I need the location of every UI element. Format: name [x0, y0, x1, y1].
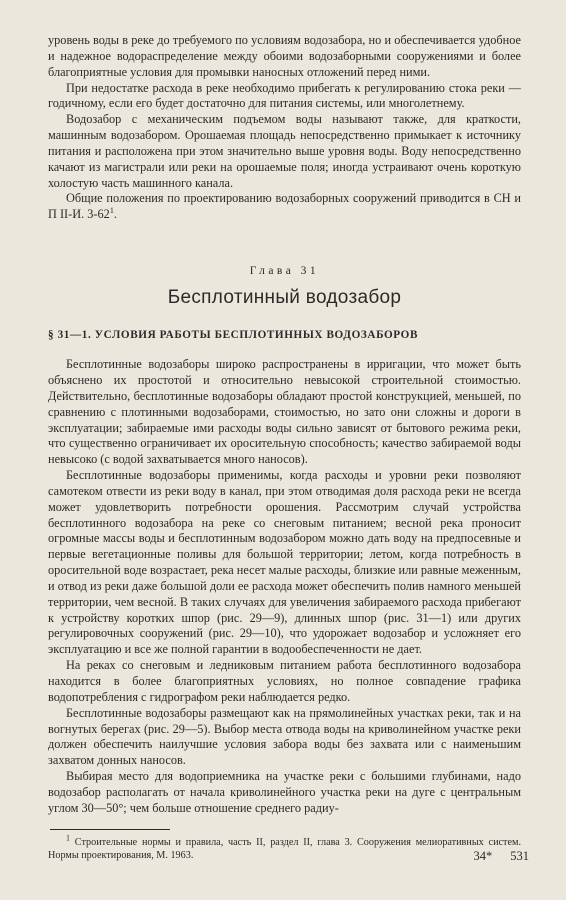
text-paragraph: При недостатке расхода в реке необходимо прибегать к регулированию стока реки — годичному, если его будет достаточно для питания системы, или многолетнему. [48, 80, 521, 111]
footnote [48, 833, 522, 863]
paragraph-text: Общие положения по проектированию водозаборных сооружений приводится в СН и П II-И. 3-62 [48, 191, 521, 222]
text-paragraph: Водозабор с механическим подъемом воды называют также, для краткости, машинным водозабором. Орошаемая площадь непосредственно примыкает к источнику питания и расположена при этом значительно выше уровня воды. Воду непосредственно качают из магистрали или реки на орошаемые поля; иногда устраивают очень короткую холостую часть машинного канала. [48, 112, 521, 190]
footnote-text: Строительные нормы и правила, часть II, раздел II, глава 3. Сооружения мелиоративных систем. Нормы проектирования, М. 1963. [48, 836, 522, 862]
chapter-title: Бесплотинный водозабор [167, 287, 402, 309]
text-paragraph: Бесплотинные водозаборы применимы, когда расходы и уровни реки позволяют самотеком отвести из реки воду в канал, при этом отводимая доля расхода реки не всегда может удовлетворить потребности орошения. Рассмотрим случай устройства бесплотинного водозабора на реке со снеговым питанием; весной река проносит огромные массы воды и бесплотинным водозабором можно дать воду на предпосевные и первые вегетационные поливы для большой территории; летом, когда потребность в оросительной воде возрастает, река несет малые расходы, близкие или равные меженным, и отвод из реки даже большой доли ее расхода может обеспечить полив намного меньшей территории, чем весной. В таких случаях для увеличения забираемого расхода прибегают к устройству коротких шпор (рис. 29—9), длинных шпор (рис. 31—1) или других регулировочных сооружений (рис. 29—10), что удорожает водозабор и усложняет его эксплуатацию и все же полной гарантии в водообеспеченности не дает. [48, 468, 521, 657]
text-paragraph: Бесплотинные водозаборы широко распространены в ирригации, что может быть объяснено их простотой и относительно невысокой строительной стоимостью. Действительно, бесплотинные водозаборы обладают простой конструкцией, меньшей, по сравнению с плотинными водозаборами, стоимостью, но зато они сложны и дороги в эксплуатации; забираемые ими расходы воды сильно зависят от бытового режима реки, что существенно ограничивает их оросительную способность; качество забираемой воды невысоко (с водой захватывается много наносов). [48, 357, 521, 467]
text-paragraph: Выбирая место для водоприемника на участке реки с большими глубинами, надо водозабор располагать от начала криволинейного участка реки на дуге с центральным углом 30—50°; чем больше отношение среднего радиу- [48, 769, 521, 815]
page-folio [474, 849, 530, 864]
footnote-mark: 1 [66, 833, 70, 843]
text-paragraph: уровень воды в реке до требуемого по условиям водозабора, но и обеспечивается удобное и надежное водораспределение между обоими водозаборными сооружениями и более благоприятные условия для промывки наносных отложений перед ними. [48, 33, 521, 79]
footnote-reference: 1 [109, 206, 114, 216]
chapter-label: Глава 31 [249, 265, 320, 278]
footnote-divider [50, 829, 170, 830]
text-paragraph: На реках со снеговым и ледниковым питанием работа бесплотинного водозабора находится в более благоприятных условиях, но полное совпадение графика водопотребления с гидрографом реки наблюдается редко. [48, 658, 521, 704]
signature-mark: 34* [473, 849, 493, 863]
text-paragraph: Общие положения по проектированию водозаборных сооружений приводится в СН и П II-И. $3-62^1$. [48, 191, 521, 222]
text-paragraph: Бесплотинные водозаборы размещают как на прямолинейных участках реки, так и на вогнутых берегах (рис. 29—5). Выбор места отвода воды на криволинейном участке реки должен обеспечить наилучшие условия забора воды без захвата или с наименьшим захватом донных наносов. [48, 705, 521, 768]
section-heading: § 31—1. УСЛОВИЯ РАБОТЫ БЕСПЛОТИННЫХ ВОДОЗАБОРОВ [48, 329, 419, 342]
page-number: 531 [510, 849, 529, 863]
